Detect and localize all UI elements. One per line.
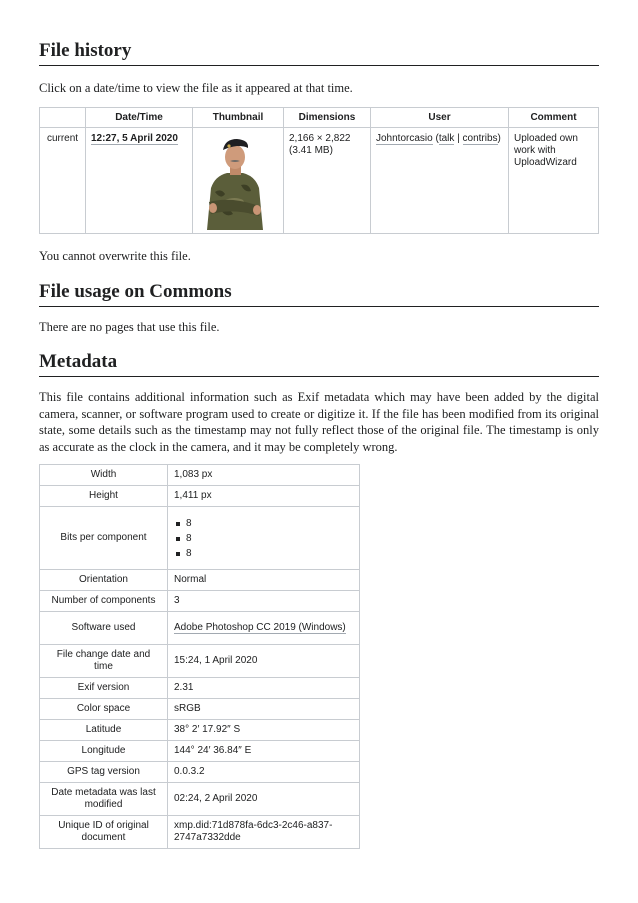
file-usage-text: There are no pages that use this file.	[39, 320, 220, 334]
contribs-link[interactable]: contribs	[462, 133, 498, 144]
metadata-value: 1,411 px	[168, 486, 360, 507]
list-item: 8	[186, 531, 353, 546]
metadata-key: Color space	[40, 699, 168, 720]
metadata-key: Unique ID of original document	[40, 816, 168, 849]
table-row	[40, 741, 360, 762]
dimensions-cell	[284, 128, 371, 234]
column-header: Comment	[509, 108, 599, 128]
metadata-value: 15:24, 1 April 2020	[168, 645, 360, 678]
thumbnail-image[interactable]	[201, 130, 269, 230]
metadata-value: sRGB	[168, 699, 360, 720]
table-row	[40, 570, 360, 591]
metadata-key: File change date and time	[40, 645, 168, 678]
file-size-value: (3.41 MB)	[289, 145, 333, 156]
metadata-key: Bits per component	[40, 507, 168, 570]
metadata-heading: Metadata	[39, 351, 599, 377]
table-row	[40, 507, 360, 570]
metadata-value: 02:24, 2 April 2020	[168, 783, 360, 816]
column-header: User	[371, 108, 509, 128]
metadata-key: Date metadata was last modified	[40, 783, 168, 816]
comment-cell: Uploaded own work with UploadWizard	[509, 128, 599, 234]
table-row	[40, 720, 360, 741]
table-row	[40, 128, 599, 234]
table-row	[40, 678, 360, 699]
metadata-description: This file contains additional information such as Exif metadata which may have been added by the digital camera, scanner, or software program used to create or digitize it. If the file has been modified from its original state, some details such as the timestamp may not fully reflect those of the original file. The timestamp is only as accurate as the clock in the camera, and it may be completely wrong.	[39, 390, 599, 454]
metadata-value: 38° 2′ 17.92″ S	[168, 720, 360, 741]
column-header: Thumbnail	[193, 108, 284, 128]
user-cell: Johntorcasio (talk | contribs)	[371, 128, 509, 234]
column-header: Date/Time	[86, 108, 193, 128]
column-header	[40, 108, 86, 128]
metadata-value	[168, 507, 360, 570]
metadata-value: xmp.did:71d878fa-6dc3-2c46-a837-2747a7332dde	[168, 816, 360, 849]
metadata-value: 0.0.3.2	[168, 762, 360, 783]
metadata-value: 2.31	[168, 678, 360, 699]
metadata-value: 144° 24′ 36.84″ E	[168, 741, 360, 762]
file-history-table	[39, 107, 599, 234]
column-header: Dimensions	[284, 108, 371, 128]
dimensions-value: 2,166 × 2,822	[289, 133, 351, 144]
table-row	[40, 783, 360, 816]
table-row	[40, 465, 360, 486]
metadata-value: Normal	[168, 570, 360, 591]
metadata-key: Orientation	[40, 570, 168, 591]
metadata-table	[39, 464, 360, 849]
version-datetime-cell	[86, 128, 193, 234]
list-item: 8	[186, 546, 353, 561]
file-history-intro: Click on a date/time to view the file as it appeared at that time.	[39, 81, 353, 95]
table-row	[40, 486, 360, 507]
talk-link[interactable]: talk	[438, 133, 455, 144]
file-history-heading: File history	[39, 40, 599, 66]
table-row	[40, 612, 360, 645]
metadata-key: Exif version	[40, 678, 168, 699]
table-row	[40, 699, 360, 720]
table-header-row	[40, 108, 599, 128]
table-row	[40, 762, 360, 783]
file-usage-heading: File usage on Commons	[39, 281, 599, 307]
metadata-key: Width	[40, 465, 168, 486]
metadata-key: GPS tag version	[40, 762, 168, 783]
metadata-key: Height	[40, 486, 168, 507]
version-datetime-link[interactable]: 12:27, 5 April 2020	[91, 133, 178, 144]
version-status: current	[40, 128, 86, 234]
user-link[interactable]: Johntorcasio	[376, 133, 433, 144]
metadata-value: 1,083 px	[168, 465, 360, 486]
overwrite-note: You cannot overwrite this file.	[39, 249, 191, 263]
metadata-value: 3	[168, 591, 360, 612]
metadata-key: Longitude	[40, 741, 168, 762]
table-row	[40, 645, 360, 678]
metadata-key: Latitude	[40, 720, 168, 741]
metadata-key: Number of components	[40, 591, 168, 612]
list-item: 8	[186, 516, 353, 531]
thumbnail-cell	[193, 128, 284, 234]
table-row	[40, 816, 360, 849]
software-link[interactable]: Adobe Photoshop CC 2019 (Windows)	[174, 622, 346, 633]
metadata-key: Software used	[40, 612, 168, 645]
bits-list	[174, 516, 353, 561]
table-row	[40, 591, 360, 612]
